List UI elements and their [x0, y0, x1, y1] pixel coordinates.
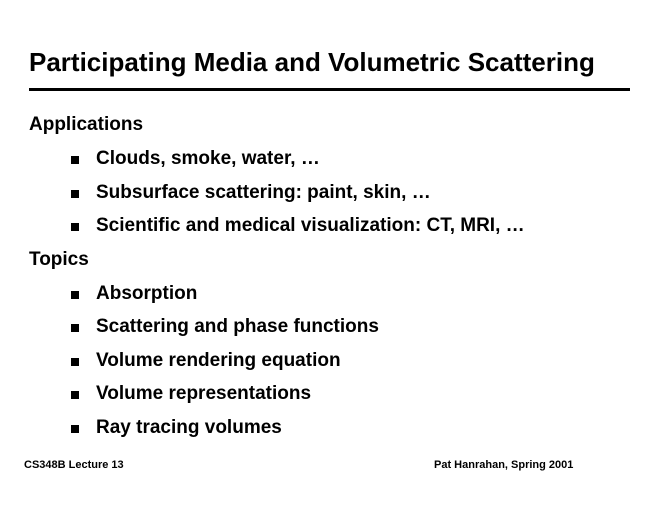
- footer-author: Pat Hanrahan, Spring 2001: [434, 459, 574, 471]
- list-item-text: Scientific and medical visualization: CT, MRI, …: [96, 215, 525, 236]
- slide-content: [29, 111, 629, 447]
- topics-list: [29, 280, 629, 448]
- section-heading-applications: Applications: [29, 114, 144, 135]
- list-item: [29, 179, 629, 213]
- square-bullet-icon: [71, 391, 79, 399]
- square-bullet-icon: [71, 291, 79, 299]
- section-heading-topics: Topics: [29, 248, 89, 270]
- list-item: [29, 212, 629, 246]
- list-item: [29, 414, 629, 448]
- list-item-text: Ray tracing volumes: [96, 416, 282, 438]
- list-item-text: Clouds, smoke, water, …: [96, 148, 320, 169]
- list-item-text: Absorption: [96, 282, 198, 304]
- list-item-text: Scattering and phase functions: [96, 316, 379, 337]
- list-item-text: Volume rendering equation: [96, 349, 341, 371]
- list-item-text: Subsurface scattering: paint, skin, …: [96, 181, 431, 203]
- list-item-text: Volume representations: [96, 383, 312, 404]
- list-item: [29, 347, 629, 381]
- slide-title: Participating Media and Volumetric Scattering: [29, 47, 595, 77]
- square-bullet-icon: [71, 425, 79, 433]
- footer-course: CS348B Lecture 13: [24, 459, 124, 471]
- list-item: [29, 380, 629, 414]
- title-divider: [29, 88, 630, 91]
- list-item: [29, 145, 629, 179]
- list-item: [29, 313, 629, 347]
- square-bullet-icon: [71, 190, 79, 198]
- applications-list: [29, 145, 629, 246]
- list-item: [29, 280, 629, 314]
- square-bullet-icon: [71, 223, 79, 231]
- square-bullet-icon: [71, 156, 79, 164]
- square-bullet-icon: [71, 324, 79, 332]
- square-bullet-icon: [71, 358, 79, 366]
